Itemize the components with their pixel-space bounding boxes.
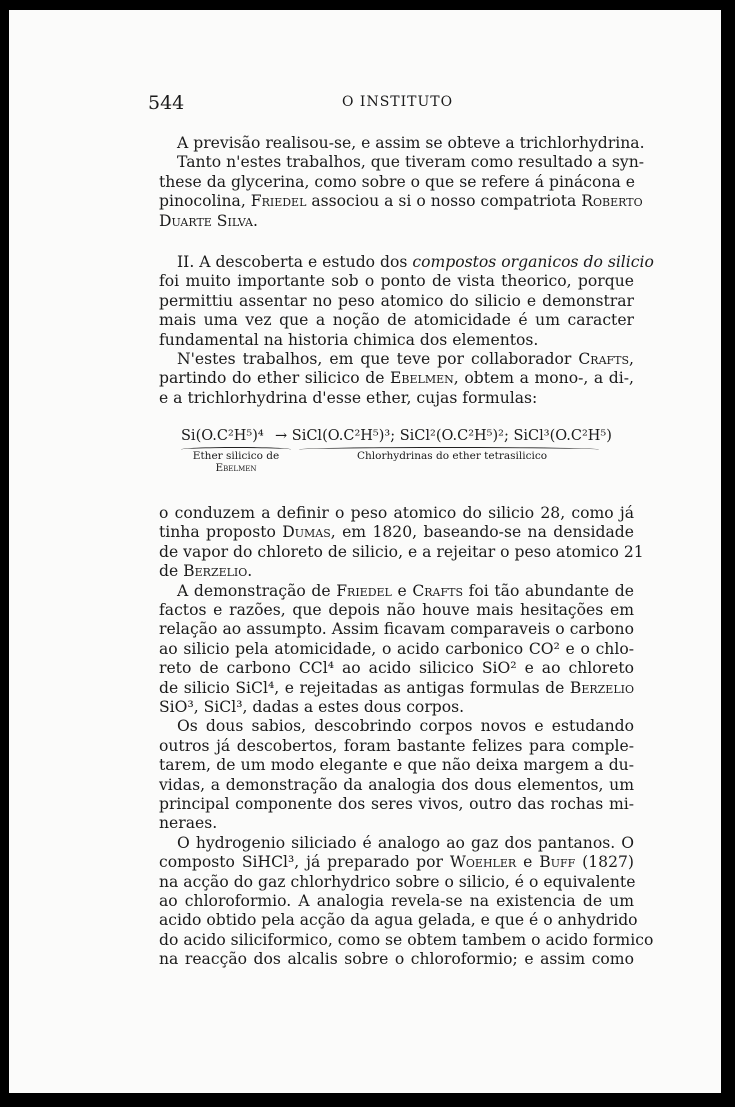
text-line: principal componente dos seres vivos, outro das rochas mi- bbox=[159, 794, 634, 813]
text-line: acido obtido pela acção da agua gelada, e que é o anhydrido bbox=[159, 911, 638, 930]
text-line: na acção do gaz chlorhydrico sobre o silicio, é o equivalente bbox=[159, 872, 636, 891]
text-line: na reacção dos alcalis sobre o chloroformio; e assim como bbox=[159, 950, 634, 969]
text-line: o conduzem a definir o peso atomico do silicio 28, como já bbox=[159, 504, 634, 523]
author-name: Dumas bbox=[282, 523, 331, 542]
text-line: de Berzelio. bbox=[159, 562, 253, 581]
text-line: partindo do ether silicico de Ebelmen, obtem a mono-, a di-, bbox=[159, 369, 635, 388]
text-line: do acido siliciformico, como se obtem tambem o acido formico bbox=[159, 930, 654, 949]
text-line: A previsão realisou-se, e assim se obteve a trichlorhydrina. bbox=[177, 134, 645, 152]
formula-ether: Si(O.C²H⁵)⁴ bbox=[181, 428, 264, 445]
text-line: vidas, a demonstração da analogia dos dous elementos, um bbox=[159, 775, 634, 794]
text-line: SiO³, SiCl³, dadas a estes dous corpos. bbox=[159, 697, 465, 716]
text-line: N'estes trabalhos, em que teve por collaborador Crafts, bbox=[177, 349, 634, 368]
author-name: Duarte Silva bbox=[159, 211, 253, 230]
text-line: II. A descoberta e estudo dos compostos organicos do silicio bbox=[177, 252, 654, 271]
text-line: permittiu assentar no peso atomico do silicio e demonstrar bbox=[159, 291, 634, 310]
page-number: 544 bbox=[148, 92, 185, 114]
emphasis: compostos organicos do silicio bbox=[412, 252, 654, 271]
text-line: de silicio SiCl⁴, e rejeitadas as antigas formulas de Berzelio bbox=[159, 678, 634, 697]
text-line: Duarte Silva. bbox=[159, 211, 258, 230]
text-line: O hydrogenio siliciado é analogo ao gaz dos pantanos. O bbox=[177, 833, 634, 852]
text-line: pinocolina, Friedel associou a si o nosso compatriota Roberto bbox=[159, 192, 643, 211]
text-line: e a trichlorhydrina d'esse ether, cujas formulas: bbox=[159, 388, 538, 407]
text-line: foi muito importante sob o ponto de vista theorico, porque bbox=[159, 272, 634, 291]
author-name: Friedel bbox=[336, 581, 392, 600]
text-line: tarem, de um modo elegante e que não deixa margem a du- bbox=[159, 756, 634, 775]
author-name: Ebelmen bbox=[390, 369, 454, 388]
text-line: ao chloroformio. A analogia revela-se na existencia de um bbox=[159, 891, 634, 910]
author-name: Woehler bbox=[449, 853, 517, 872]
text-line: de vapor do chloreto de silicio, e a rejeitar o peso atomico 21 bbox=[159, 542, 644, 561]
formula-chlorhydrinas: → SiCl(O.C²H⁵)³; SiCl²(O.C²H⁵)²; SiCl³(O.C²H⁵) bbox=[275, 428, 612, 445]
text-line: Os dous sabios, descobrindo corpos novos e estudando bbox=[177, 717, 634, 736]
page-header bbox=[9, 92, 721, 116]
text-line: mais uma vez que a noção de atomicidade é um caracter bbox=[159, 311, 634, 330]
text-line: composto SiHCl³, já preparado por Woehler e Buff (1827) bbox=[159, 853, 634, 872]
text-line: relação ao assumpto. Assim ficavam comparaveis o carbono bbox=[159, 620, 634, 639]
text-line: A demonstração de Friedel e Crafts foi tão abundante de bbox=[177, 581, 634, 600]
author-name: Friedel bbox=[250, 192, 307, 211]
text-line: these da glycerina, como sobre o que se refere á pinácona e bbox=[159, 172, 635, 191]
text-line: fundamental na historia chimica dos elementos. bbox=[159, 330, 539, 349]
author-name: Roberto bbox=[581, 192, 643, 211]
running-title: O INSTITUTO bbox=[342, 94, 454, 110]
chemical-formula bbox=[159, 428, 634, 486]
author-name: Berzelio bbox=[569, 678, 634, 697]
text-line: tinha proposto Dumas, em 1820, baseando-se na densidade bbox=[159, 523, 634, 542]
text-line: neraes. bbox=[159, 814, 218, 833]
author-name: Berzelio bbox=[183, 562, 248, 581]
page-body bbox=[159, 134, 654, 969]
author-name: Crafts bbox=[578, 349, 630, 368]
formula-caption-left: Ether silicico de Ebelmen bbox=[192, 450, 280, 475]
author-name: Crafts bbox=[412, 581, 464, 600]
text-line: ao silicio pela atomicidade, o acido carbonico CO² e o chlo- bbox=[159, 639, 634, 658]
text-line: outros já descobertos, foram bastante felizes para comple- bbox=[159, 736, 634, 755]
book-page bbox=[9, 10, 721, 1093]
text-line: reto de carbono CCl⁴ ao acido silicico SiO² e ao chloreto bbox=[159, 659, 634, 678]
text-line: factos e razões, que depois não houve mais hesitações em bbox=[159, 601, 634, 620]
text-line: Tanto n'estes trabalhos, que tiveram como resultado a syn- bbox=[177, 153, 645, 172]
author-name: Buff bbox=[539, 853, 576, 872]
formula-caption-right: Chlorhydrinas do ether tetrasilicico bbox=[357, 450, 548, 463]
